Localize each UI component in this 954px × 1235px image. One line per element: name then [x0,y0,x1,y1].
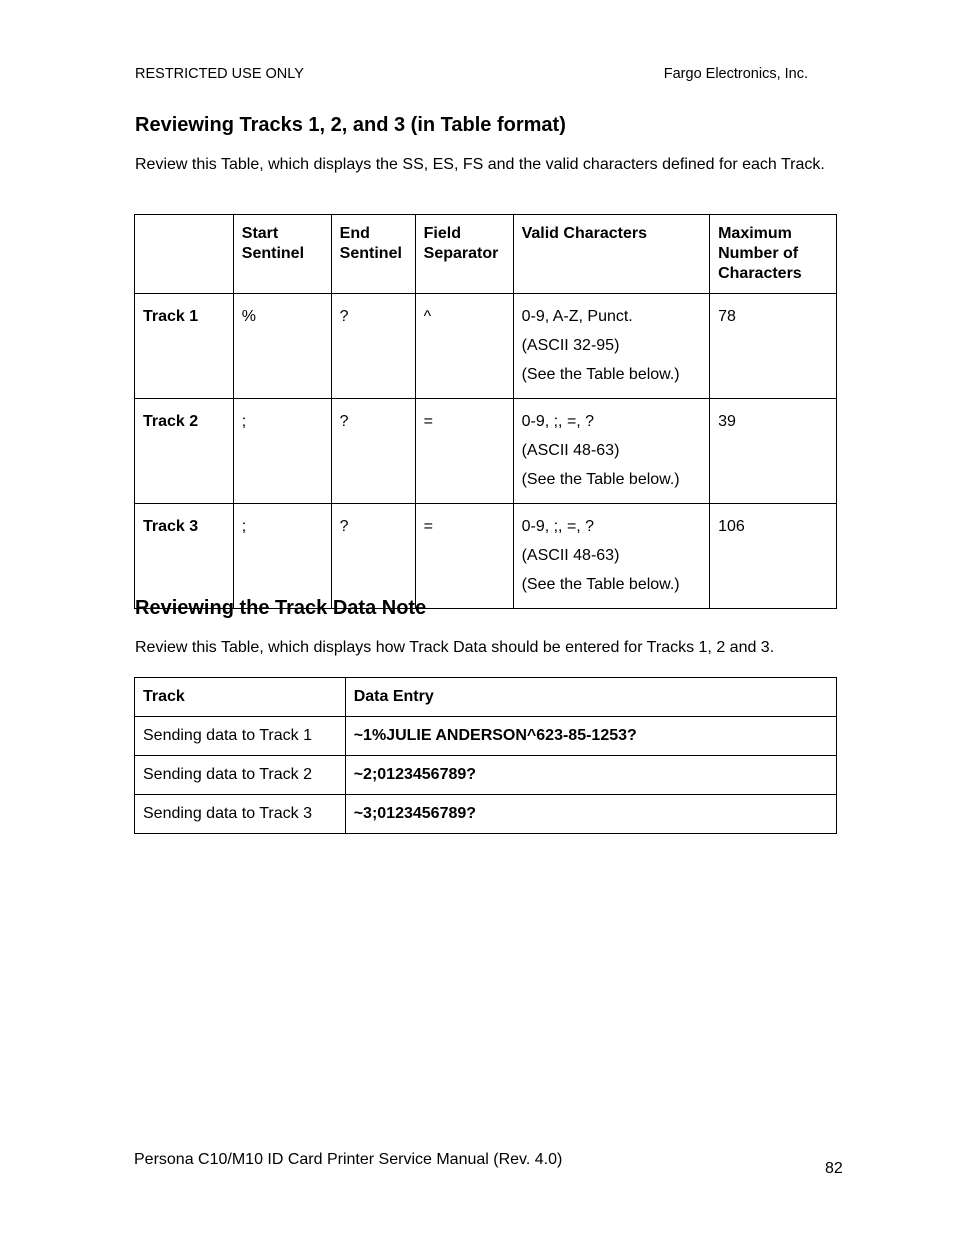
end-sentinel-cell: ? [331,294,415,399]
track-cell: Sending data to Track 3 [135,795,346,834]
valid-chars-line: 0-9, ;, =, ? [521,413,595,430]
track-cell: Sending data to Track 1 [135,717,346,756]
header-cell-end-sentinel: End Sentinel [331,215,415,294]
header-company: Fargo Electronics, Inc. [663,66,808,82]
valid-chars-ascii: (ASCII 48-63) [521,442,620,459]
valid-characters-cell [513,294,710,399]
start-sentinel-cell: ; [233,399,331,504]
valid-characters-cell [513,504,710,609]
section2-intro: Review this Table, which displays how Track Data should be entered for Tracks 1, 2 and 3. [135,639,775,656]
valid-characters-cell [513,399,710,504]
section1-title: Reviewing Tracks 1, 2, and 3 (in Table format) [135,114,566,136]
track-cell: Sending data to Track 2 [135,756,346,795]
data-entry-cell: ~2;0123456789? [345,756,836,795]
section1-intro: Review this Table, which displays the SS, ES, FS and the valid characters defined for each Track. [135,156,825,173]
table-row [135,399,837,504]
valid-chars-note: (See the Table below.) [521,471,680,488]
max-characters-cell: 106 [710,504,837,609]
field-separator-cell: ^ [415,294,513,399]
section2-title: Reviewing the Track Data Note [135,597,427,619]
header-cell-data-entry: Data Entry [345,678,836,717]
track-label: Track 1 [135,294,234,399]
valid-chars-line: 0-9, A-Z, Punct. [521,308,633,325]
max-characters-cell: 39 [710,399,837,504]
table-header-row [135,678,837,717]
table-row [135,717,837,756]
track-data-entry-table [134,677,837,834]
header-cell-valid-characters: Valid Characters [513,215,710,294]
valid-chars-note: (See the Table below.) [521,576,680,593]
table-row [135,504,837,609]
footer-page-number: 82 [825,1160,843,1177]
header-cell-empty [135,215,234,294]
header-restricted: RESTRICTED USE ONLY [135,66,304,82]
table-row [135,795,837,834]
header-cell-field-separator: Field Separator [415,215,513,294]
table-row [135,294,837,399]
end-sentinel-cell: ? [331,504,415,609]
field-separator-cell: = [415,504,513,609]
valid-chars-ascii: (ASCII 48-63) [521,547,620,564]
track-definitions-table [134,214,837,609]
data-entry-cell: ~1%JULIE ANDERSON^623-85-1253? [345,717,836,756]
header-cell-start-sentinel: Start Sentinel [233,215,331,294]
footer-manual-title: Persona C10/M10 ID Card Printer Service Manual (Rev. 4.0) [134,1151,563,1168]
header-cell-track: Track [135,678,346,717]
data-entry-cell: ~3;0123456789? [345,795,836,834]
table-header-row [135,215,837,294]
header-cell-max-characters: Maximum Number of Characters [710,215,837,294]
table-row [135,756,837,795]
max-characters-cell: 78 [710,294,837,399]
valid-chars-ascii: (ASCII 32-95) [521,337,620,354]
track-label: Track 2 [135,399,234,504]
start-sentinel-cell: % [233,294,331,399]
end-sentinel-cell: ? [331,399,415,504]
start-sentinel-cell: ; [233,504,331,609]
track-label: Track 3 [135,504,234,609]
valid-chars-note: (See the Table below.) [521,366,680,383]
field-separator-cell: = [415,399,513,504]
valid-chars-line: 0-9, ;, =, ? [521,518,595,535]
